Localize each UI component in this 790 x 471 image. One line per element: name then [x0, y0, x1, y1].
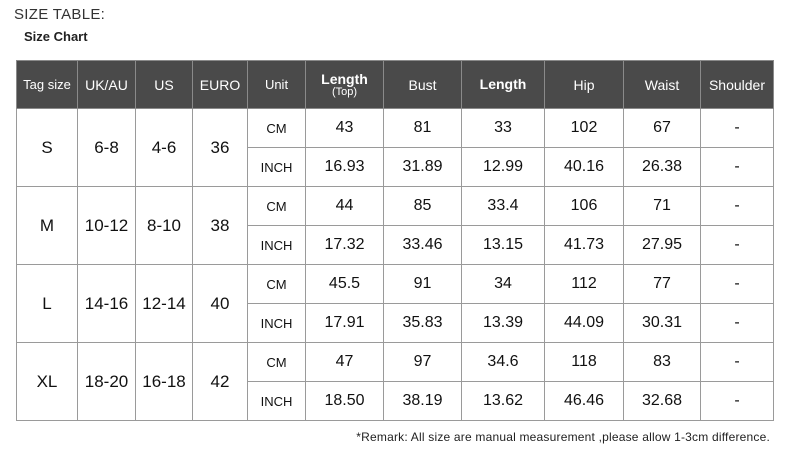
table-row — [17, 187, 774, 226]
header-hip: Hip — [545, 61, 624, 109]
unit-cell: CM — [248, 343, 306, 382]
waist-cell: 77 — [624, 265, 701, 304]
hip-cell: 46.46 — [545, 382, 624, 421]
us-cell: 4-6 — [136, 109, 193, 187]
hip-cell: 106 — [545, 187, 624, 226]
table-row — [17, 109, 774, 148]
header-length — [462, 61, 545, 109]
unit-cell: INCH — [248, 148, 306, 187]
shoulder-cell: - — [701, 109, 774, 148]
size-table — [16, 60, 774, 421]
length-top-cell: 44 — [306, 187, 384, 226]
length-top-cell: 17.91 — [306, 304, 384, 343]
length-top-cell: 45.5 — [306, 265, 384, 304]
tag-size-cell: XL — [17, 343, 78, 421]
size-chart-subheading: Size Chart — [24, 29, 88, 44]
unit-cell: CM — [248, 109, 306, 148]
table-header — [17, 61, 774, 109]
remark-note: *Remark: All size are manual measurement ,please allow 1-3cm difference. — [356, 430, 770, 444]
waist-cell: 27.95 — [624, 226, 701, 265]
us-cell: 8-10 — [136, 187, 193, 265]
shoulder-cell: - — [701, 382, 774, 421]
uk-au-cell: 10-12 — [78, 187, 136, 265]
euro-cell: 36 — [193, 109, 248, 187]
bust-cell: 91 — [384, 265, 462, 304]
waist-cell: 30.31 — [624, 304, 701, 343]
hip-cell: 44.09 — [545, 304, 624, 343]
length-cell: 33.4 — [462, 187, 545, 226]
length-cell: 13.39 — [462, 304, 545, 343]
uk-au-cell: 14-16 — [78, 265, 136, 343]
header-bust: Bust — [384, 61, 462, 109]
hip-cell: 102 — [545, 109, 624, 148]
header-euro: EURO — [193, 61, 248, 109]
tag-size-cell: M — [17, 187, 78, 265]
header-unit: Unit — [248, 61, 306, 109]
shoulder-cell: - — [701, 265, 774, 304]
length-cell: 13.62 — [462, 382, 545, 421]
length-top-cell: 43 — [306, 109, 384, 148]
length-cell: 33 — [462, 109, 545, 148]
length-top-cell: 17.32 — [306, 226, 384, 265]
unit-cell: INCH — [248, 226, 306, 265]
header-length-label: Length — [479, 76, 527, 92]
header-length-top — [306, 61, 384, 109]
uk-au-cell: 6-8 — [78, 109, 136, 187]
header-tag-size: Tag size — [17, 61, 78, 109]
bust-cell: 85 — [384, 187, 462, 226]
bust-cell: 31.89 — [384, 148, 462, 187]
table-row — [17, 343, 774, 382]
bust-cell: 35.83 — [384, 304, 462, 343]
shoulder-cell: - — [701, 187, 774, 226]
bust-cell: 97 — [384, 343, 462, 382]
bust-cell: 33.46 — [384, 226, 462, 265]
length-cell: 12.99 — [462, 148, 545, 187]
bust-cell: 81 — [384, 109, 462, 148]
hip-cell: 118 — [545, 343, 624, 382]
waist-cell: 26.38 — [624, 148, 701, 187]
hip-cell: 41.73 — [545, 226, 624, 265]
length-cell: 34.6 — [462, 343, 545, 382]
waist-cell: 32.68 — [624, 382, 701, 421]
us-cell: 16-18 — [136, 343, 193, 421]
euro-cell: 38 — [193, 187, 248, 265]
length-top-cell: 47 — [306, 343, 384, 382]
unit-cell: INCH — [248, 382, 306, 421]
us-cell: 12-14 — [136, 265, 193, 343]
unit-cell: CM — [248, 187, 306, 226]
shoulder-cell: - — [701, 343, 774, 382]
length-cell: 34 — [462, 265, 545, 304]
header-us: US — [136, 61, 193, 109]
shoulder-cell: - — [701, 304, 774, 343]
tag-size-cell: L — [17, 265, 78, 343]
header-length-top-label: Length — [321, 70, 368, 87]
unit-cell: INCH — [248, 304, 306, 343]
header-uk-au: UK/AU — [78, 61, 136, 109]
header-shoulder: Shoulder — [701, 61, 774, 109]
length-cell: 13.15 — [462, 226, 545, 265]
waist-cell: 71 — [624, 187, 701, 226]
unit-cell: CM — [248, 265, 306, 304]
size-table-heading: SIZE TABLE: — [14, 6, 106, 23]
uk-au-cell: 18-20 — [78, 343, 136, 421]
hip-cell: 40.16 — [545, 148, 624, 187]
waist-cell: 67 — [624, 109, 701, 148]
hip-cell: 112 — [545, 265, 624, 304]
tag-size-cell: S — [17, 109, 78, 187]
table-body — [17, 109, 774, 421]
waist-cell: 83 — [624, 343, 701, 382]
header-length-top-sub: (Top) — [331, 85, 358, 98]
header-row — [17, 61, 774, 109]
table-row — [17, 265, 774, 304]
shoulder-cell: - — [701, 148, 774, 187]
header-waist: Waist — [624, 61, 701, 109]
bust-cell: 38.19 — [384, 382, 462, 421]
shoulder-cell: - — [701, 226, 774, 265]
euro-cell: 40 — [193, 265, 248, 343]
length-top-cell: 16.93 — [306, 148, 384, 187]
length-top-cell: 18.50 — [306, 382, 384, 421]
euro-cell: 42 — [193, 343, 248, 421]
